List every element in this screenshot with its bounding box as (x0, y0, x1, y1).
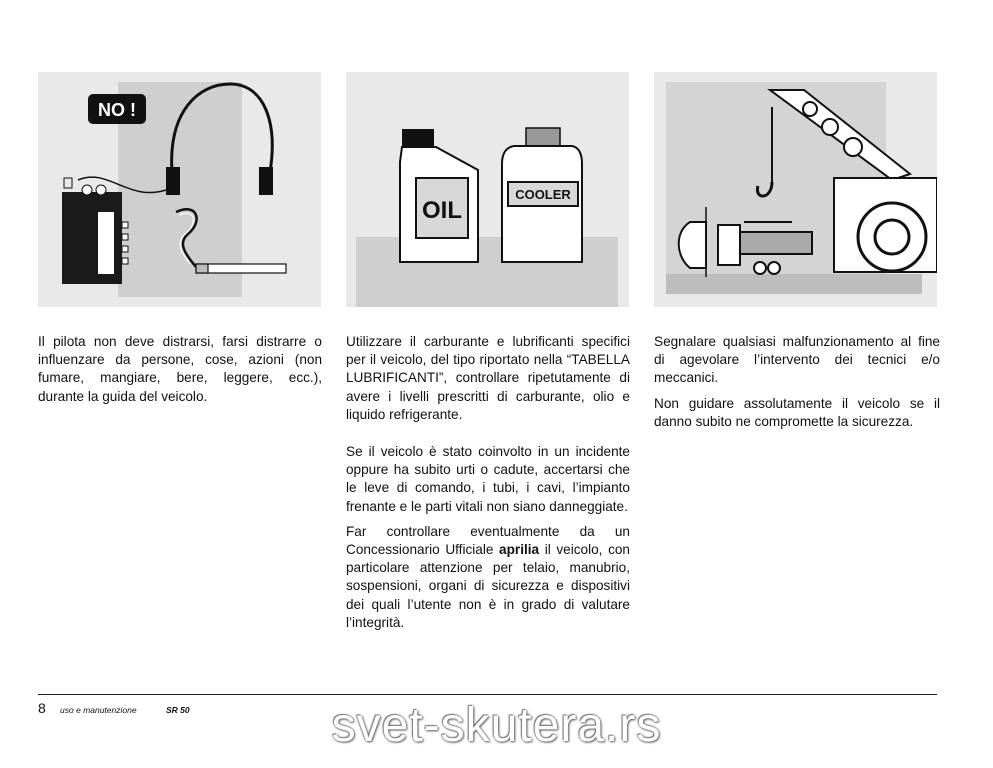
no-badge-text: NO ! (98, 100, 136, 120)
tow-truck-drawing (654, 72, 937, 307)
paragraph: Segnalare qualsiasi malfunzionamento al fine di agevolare l’intervento dei tecnici e/o meccanici. (654, 334, 940, 386)
text-column-1 (38, 333, 322, 413)
page-number: 8 (38, 700, 46, 716)
paragraph-text: Far controllare eventualmente da un Concessionario Ufficiale (346, 523, 630, 558)
lubricants-drawing (346, 72, 629, 307)
paragraph (346, 523, 630, 632)
no-badge (88, 94, 146, 124)
model-label: SR 50 (166, 705, 190, 715)
footer-rule (38, 694, 937, 695)
distraction-drawing (38, 72, 321, 307)
truck-icon (834, 178, 937, 272)
paragraph: Se il veicolo è stato coinvolto in un incidente oppure ha subito urti o cadute, accertarsi che le leve di comando, i tubi, i cavi, l’impianto frenante e le parti vitali non siano danneggiate. (346, 444, 630, 514)
brand-name: aprilia (499, 542, 540, 558)
cigarette-icon (196, 264, 286, 273)
manual-label: uso e manutenzione (60, 705, 137, 715)
paragraph-text: il veicolo, con particolare attenzione per telaio, manubrio, sospensioni, organi di sicurezza e dispositivi dei quali l’utente non è in grado di valutare l’integrità. (346, 542, 630, 630)
tow-truck-illustration (654, 72, 937, 307)
coolant-bottle-icon (502, 128, 582, 262)
oil-label: OIL (422, 197, 462, 224)
cooler-label: COOLER (515, 187, 571, 202)
radio-icon (62, 178, 128, 284)
text-column-3 (654, 333, 940, 438)
paragraph: Utilizzare il carburante e lubrificanti specifici per il veicolo, del tipo riportato nella “TABELLA LUBRIFICANTI”, controllare ripetutamente di avere i livelli prescritti di carburante, olio e liquido refrigerante. (346, 334, 630, 422)
paragraph: Non guidare assolutamente il veicolo se il danno subito ne compromette la sicurezza. (654, 395, 940, 429)
paragraph: Il pilota non deve distrarsi, farsi distrarre o influenzare da persone, cose, azioni (non fumare, mangiare, bere, leggere, ecc.), durante la guida del veicolo. (38, 334, 322, 404)
oil-can-icon (400, 129, 478, 262)
lubricants-illustration (346, 72, 629, 307)
distraction-illustration (38, 72, 321, 307)
text-column-2 (346, 333, 630, 639)
watermark: svet-skutera.rs (331, 699, 662, 752)
